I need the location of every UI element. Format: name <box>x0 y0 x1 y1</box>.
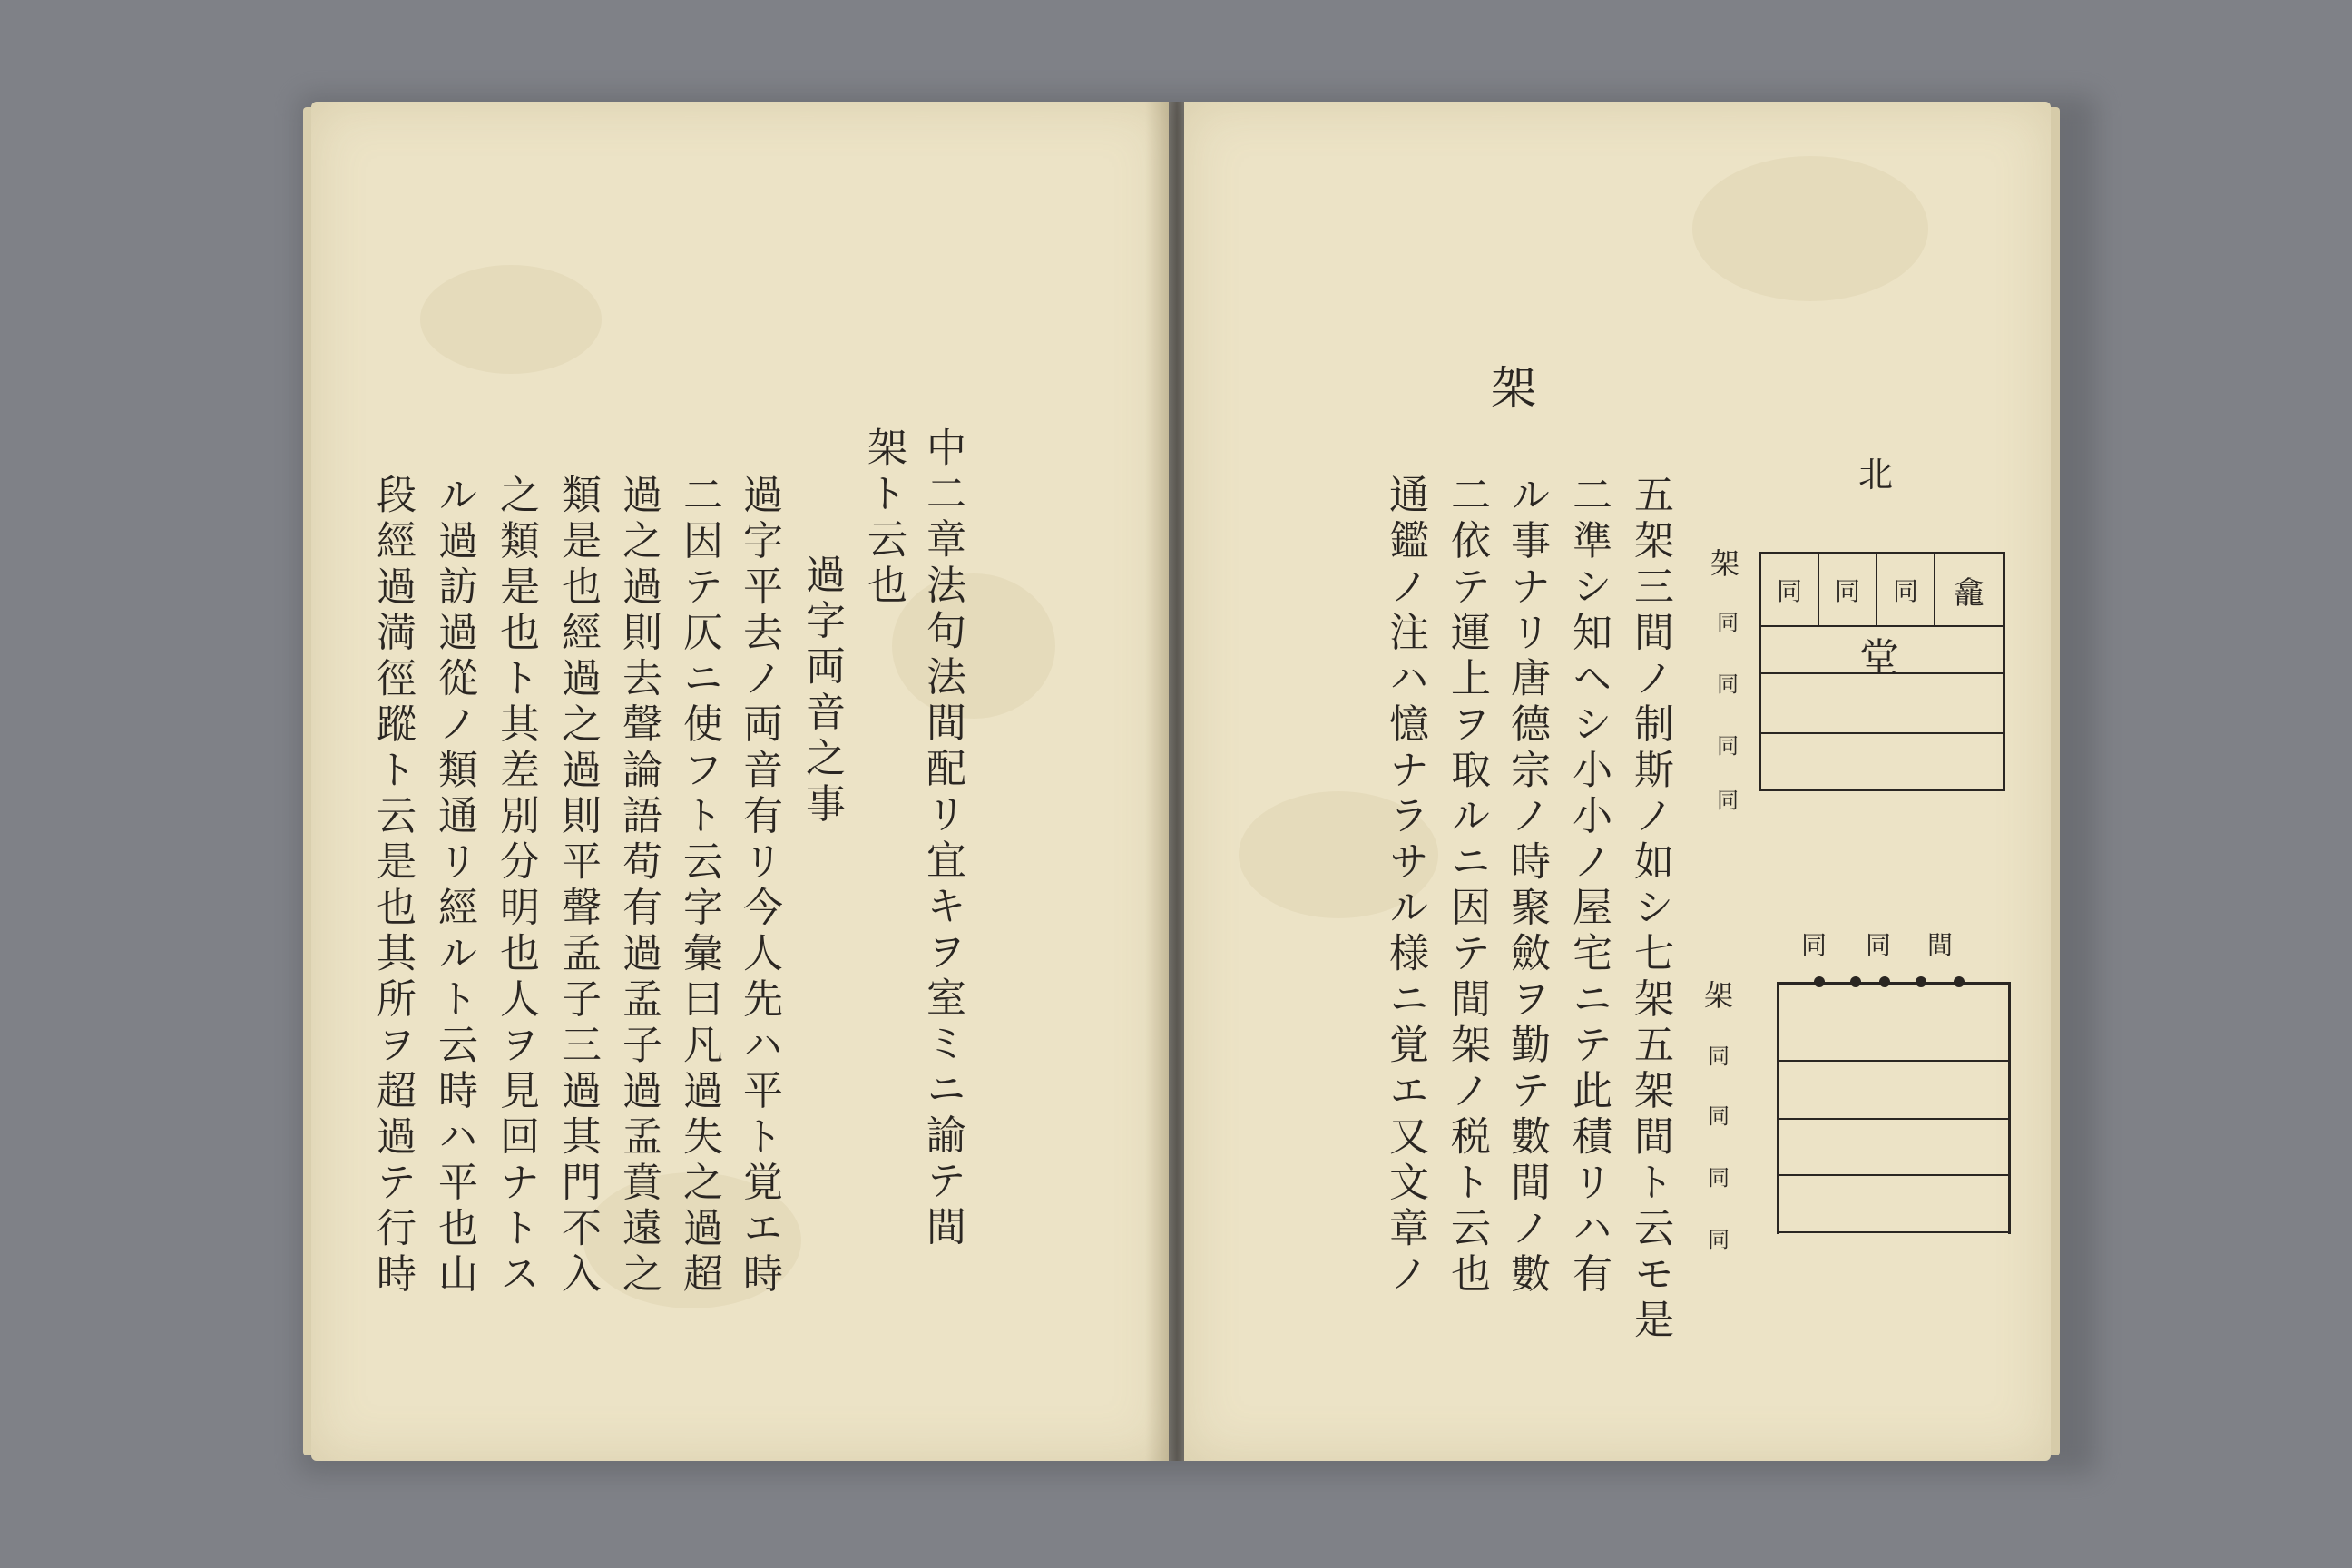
page-title: 架 <box>1491 362 1536 415</box>
paper-stain <box>420 265 602 374</box>
diagram-side-label: 同 <box>1708 1165 1730 1191</box>
left-text-column: 二因テ仄ニ使フト云字彙曰凡過失之過超 <box>676 474 722 1298</box>
diagram-line <box>1779 1231 2008 1233</box>
diagram-side-label: 架 <box>1710 546 1740 581</box>
diagram-side-label: 同 <box>1708 1044 1730 1069</box>
diagram-line <box>1779 1174 2008 1176</box>
diagram-top-label: 同 <box>1801 930 1828 960</box>
left-text-column: 之類是也ト其差別分明也人ヲ見回ナトス <box>493 474 539 1298</box>
left-text-column: 過之過則去聲論語苟有過孟子過孟賁遠之 <box>615 474 662 1298</box>
diagram-side-label: 同 <box>1717 788 1739 813</box>
diagram-side-label: 同 <box>1717 671 1739 697</box>
diagram-side-label: 同 <box>1717 610 1739 635</box>
diagram-line <box>1761 732 2003 734</box>
paper-stain <box>1692 156 1928 301</box>
right-text-column: ル事ナリ唐德宗ノ時聚斂ヲ勤テ數間ノ數 <box>1504 474 1550 1298</box>
pillar-dot <box>1814 976 1825 987</box>
diagram-side-label: 同 <box>1717 733 1739 759</box>
floorplan-diagram-bottom <box>1777 982 2011 1234</box>
hall-label: 堂 <box>1859 635 1899 681</box>
left-text-column: 過字両音之事 <box>799 554 845 828</box>
diagram-line <box>1779 1118 2008 1120</box>
diagram-cell: 同 <box>1761 554 1819 625</box>
floorplan-diagram-top <box>1759 552 2005 791</box>
pillar-dot <box>1879 976 1890 987</box>
diagram-side-label: 同 <box>1708 1227 1730 1252</box>
left-text-column: 架ト云也 <box>860 426 906 610</box>
pillar-dot <box>1954 976 1965 987</box>
right-text-column: 二依テ運上ヲ取ルニ因テ間架ノ税ト云也 <box>1444 474 1490 1298</box>
pillar-dot <box>1850 976 1861 987</box>
left-text-column: ル過訪過從ノ類通リ經ルト云時ハ平也山 <box>431 474 477 1298</box>
diagram-side-label: 架 <box>1704 978 1734 1013</box>
right-text-column: 二準シ知ヘシ小小ノ屋宅ニテ此積リハ有 <box>1565 474 1612 1298</box>
diagram-top-label: 同 <box>1866 930 1892 960</box>
right-text-column: 通鑑ノ注ハ憶ナラサル様ニ覚エ又文章ノ <box>1382 474 1428 1298</box>
right-text-column: 五架三間ノ制斯ノ如シ七架五架間ト云モ是 <box>1627 474 1673 1345</box>
left-text-column: 過字平去ノ両音有リ今人先ハ平ト覚エ時 <box>736 474 782 1298</box>
diagram-top-label: 間 <box>1927 930 1954 960</box>
left-text-column: 類是也經過之過則平聲孟子三過其門不入 <box>554 474 601 1298</box>
paper-stain <box>892 573 1055 719</box>
left-text-column: 段經過満徑蹤ト云是也其所ヲ超過テ行時 <box>369 474 416 1298</box>
diagram-cell: 同 <box>1819 554 1877 625</box>
diagram-line <box>1779 1060 2008 1062</box>
north-label: 北 <box>1858 455 1894 495</box>
pillar-dot <box>1916 976 1926 987</box>
left-text-column: 中二章法句法間配リ宜キヲ室ミニ諭テ間 <box>919 426 965 1251</box>
diagram-side-label: 同 <box>1708 1103 1730 1129</box>
diagram-cell: 同 <box>1877 554 1936 625</box>
diagram-cell: 龕 <box>1954 574 1984 612</box>
diagram-line <box>1761 672 2003 674</box>
